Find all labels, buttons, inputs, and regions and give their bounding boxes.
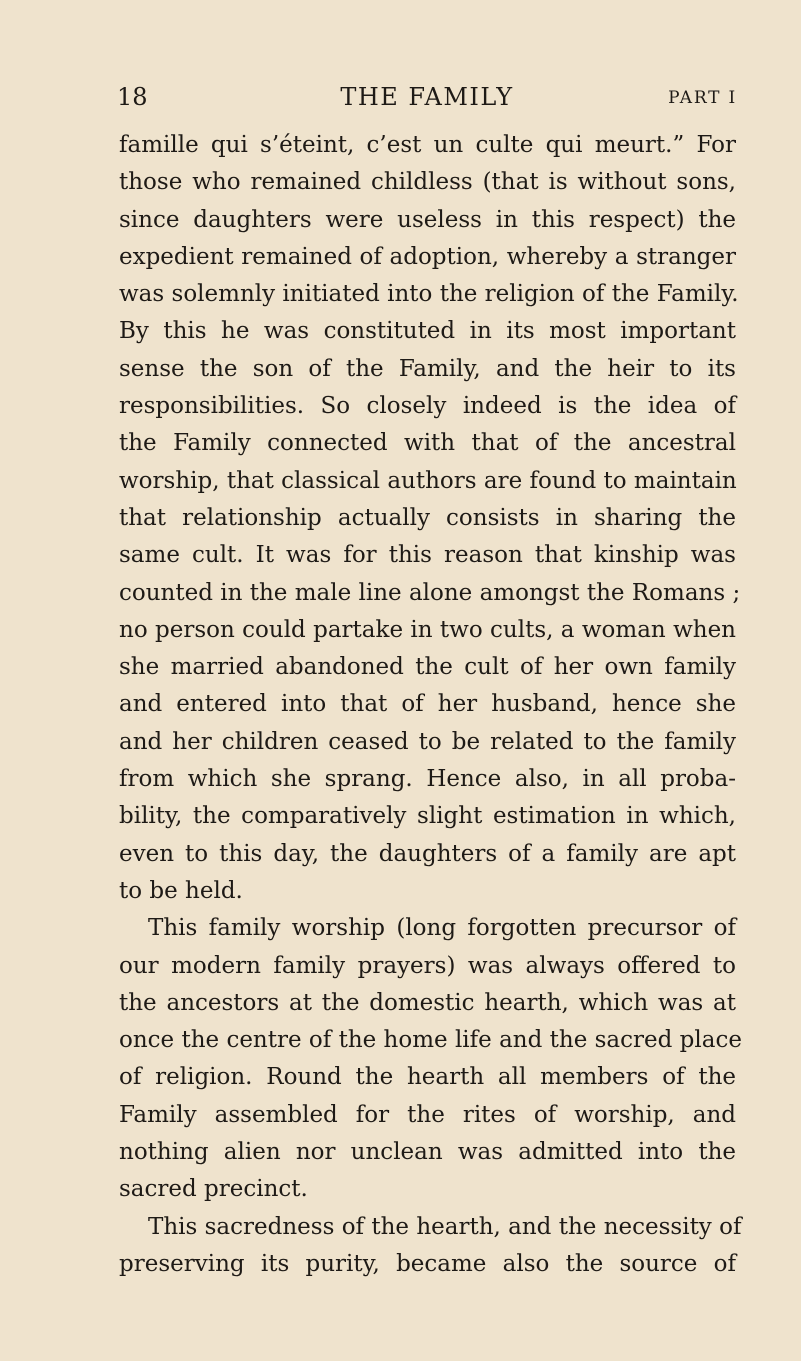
text-line: and her children ceased to be related to the family <box>119 728 736 755</box>
text-line: and entered into that of her husband, hence she <box>119 691 736 718</box>
text-line: our modern family prayers) was always offered to <box>119 952 736 979</box>
text-line: sense the son of the Family, and the heir to its <box>119 355 736 382</box>
part-label: PART I <box>668 88 737 108</box>
page-number: 18 <box>117 83 148 111</box>
text-line: preserving its purity, became also the source of <box>119 1250 736 1277</box>
text-line: that relationship actually consists in sharing the <box>119 504 736 531</box>
text-line: responsibilities. So closely indeed is the idea of <box>119 393 736 420</box>
running-title: THE FAMILY <box>340 83 514 111</box>
text-line: since daughters were useless in this respect) the <box>119 206 736 233</box>
text-line: to be held. <box>119 877 243 904</box>
text-line: was solemnly initiated into the religion of the Family. <box>119 281 739 308</box>
text-line: the ancestors at the domestic hearth, which was at <box>119 989 736 1016</box>
text-line: no person could partake in two cults, a woman when <box>119 616 736 643</box>
text-line: same cult. It was for this reason that kinship was <box>119 542 736 569</box>
text-line: bility, the comparatively slight estimation in which, <box>119 803 736 830</box>
text-line: This sacredness of the hearth, and the necessity of <box>148 1213 742 1240</box>
text-line: from which she sprang. Hence also, in all proba- <box>119 766 736 793</box>
running-head <box>117 82 737 118</box>
text-line: famille qui s’éteint, c’est un culte qui meurt.” For <box>119 132 736 158</box>
text-line: those who remained childless (that is without sons, <box>119 169 736 196</box>
text-line: the Family connected with that of the ancestral <box>119 430 736 457</box>
text-line: sacred precinct. <box>119 1176 308 1203</box>
body-text <box>119 127 742 1283</box>
text-line: By this he was constituted in its most important <box>119 318 736 345</box>
text-line: she married abandoned the cult of her own family <box>119 654 736 681</box>
text-line: worship, that classical authors are found to maintain <box>119 467 737 494</box>
text-line: expedient remained of adoption, whereby a stranger <box>119 243 736 270</box>
text-line: of religion. Round the hearth all members of the <box>119 1064 736 1091</box>
text-line: once the centre of the home life and the sacred place <box>119 1027 742 1054</box>
text-line: even to this day, the daughters of a family are apt <box>119 840 736 867</box>
text-line: counted in the male line alone amongst the Romans ; <box>119 579 741 606</box>
text-line: This family worship (long forgotten precursor of <box>148 915 736 942</box>
text-line: nothing alien nor unclean was admitted into the <box>119 1139 736 1166</box>
text-line: Family assembled for the rites of worship, and <box>119 1101 736 1128</box>
